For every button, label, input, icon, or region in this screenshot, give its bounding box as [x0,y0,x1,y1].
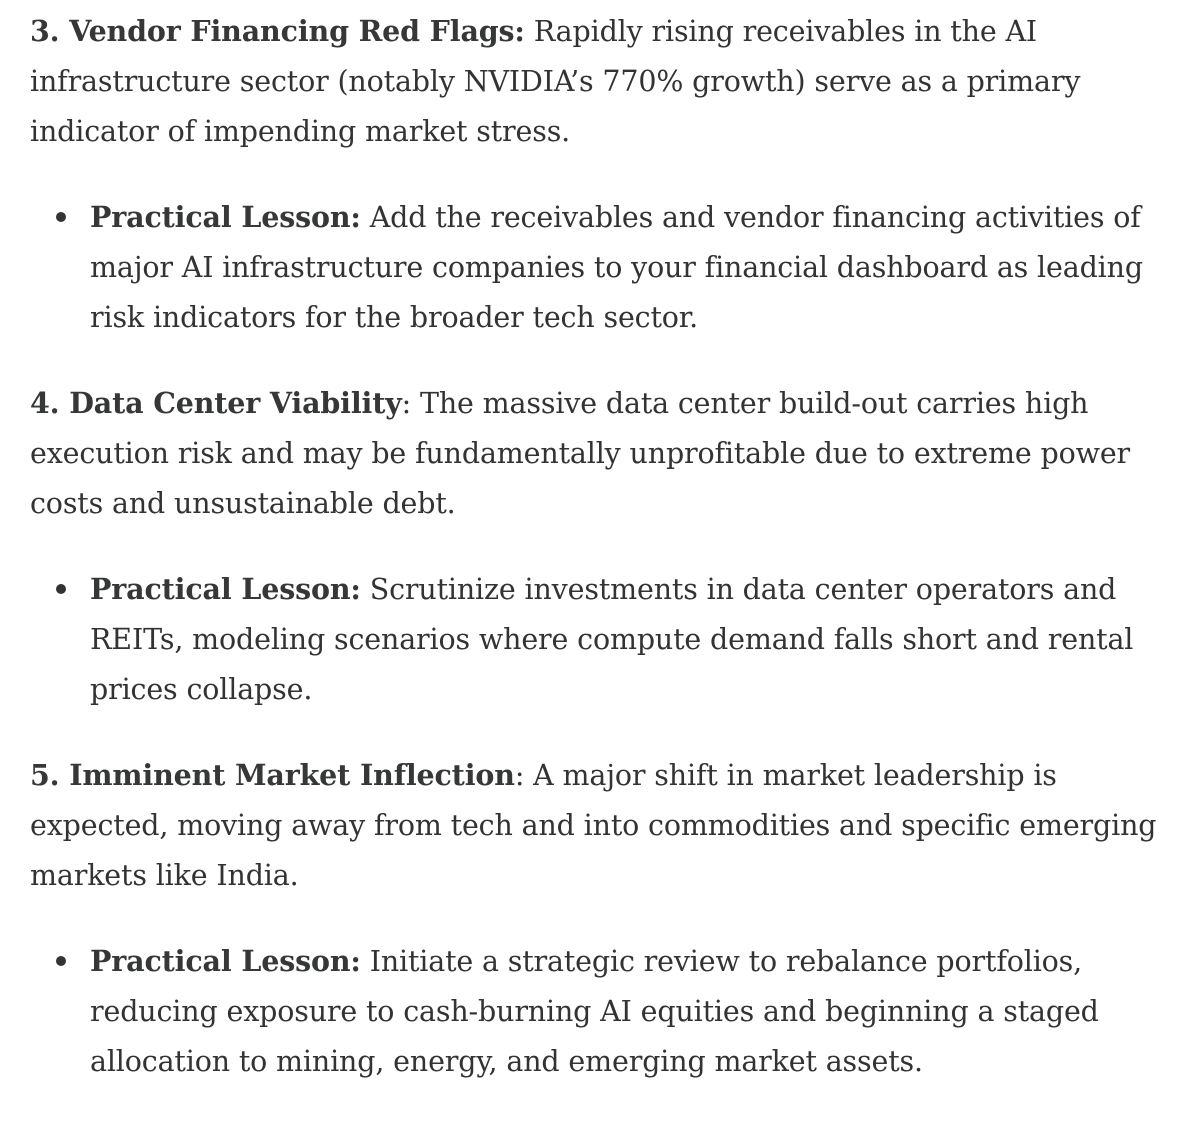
bullet-dot-icon [56,584,66,594]
section-4-lesson [90,564,1196,715]
lesson-label: Practical Lesson: [90,572,361,606]
section-5-heading: 5. Imminent Market Inflection [30,758,515,792]
section-5-lesson-list [30,936,1196,1087]
section-4-heading: 4. Data Center Viability [30,386,402,420]
section-3-heading: 3. Vendor Financing Red Flags: [30,14,525,48]
article-body [30,6,1196,1122]
lesson-text: Add the receivables and vendor financing activities of major AI infrastructure companies to your financial dashboard as leading risk indicators for the broader tech sector. [90,201,1143,334]
lesson-label: Practical Lesson: [90,944,361,978]
section-5-body: : A major shift in market leadership is expected, moving away from tech and into commodities and specific emerging markets like India. [30,759,1157,892]
section-5-paragraph [30,750,1196,901]
section-3-lesson-list [30,192,1196,343]
section-4-paragraph [30,378,1196,529]
bullet-dot-icon [56,212,66,222]
section-4-lesson-list [30,564,1196,715]
lesson-label: Practical Lesson: [90,200,361,234]
section-3-lesson [90,192,1196,343]
bullet-dot-icon [56,956,66,966]
section-3-paragraph [30,6,1196,157]
section-4-body: : The massive data center build-out carries high execution risk and may be fundamentally unprofitable due to extreme power costs and unsustainable debt. [30,387,1131,520]
section-3-body: Rapidly rising receivables in the AI infrastructure sector (notably NVIDIA’s 770% growth) serve as a primary indicator of impending market stress. [30,15,1081,148]
lesson-text: Scrutinize investments in data center operators and REITs, modeling scenarios where compute demand falls short and rental prices collapse. [90,573,1134,706]
lesson-text: Initiate a strategic review to rebalance portfolios, reducing exposure to cash-burning AI equities and beginning a staged allocation to mining, energy, and emerging market assets. [90,945,1099,1078]
section-5-lesson [90,936,1196,1087]
